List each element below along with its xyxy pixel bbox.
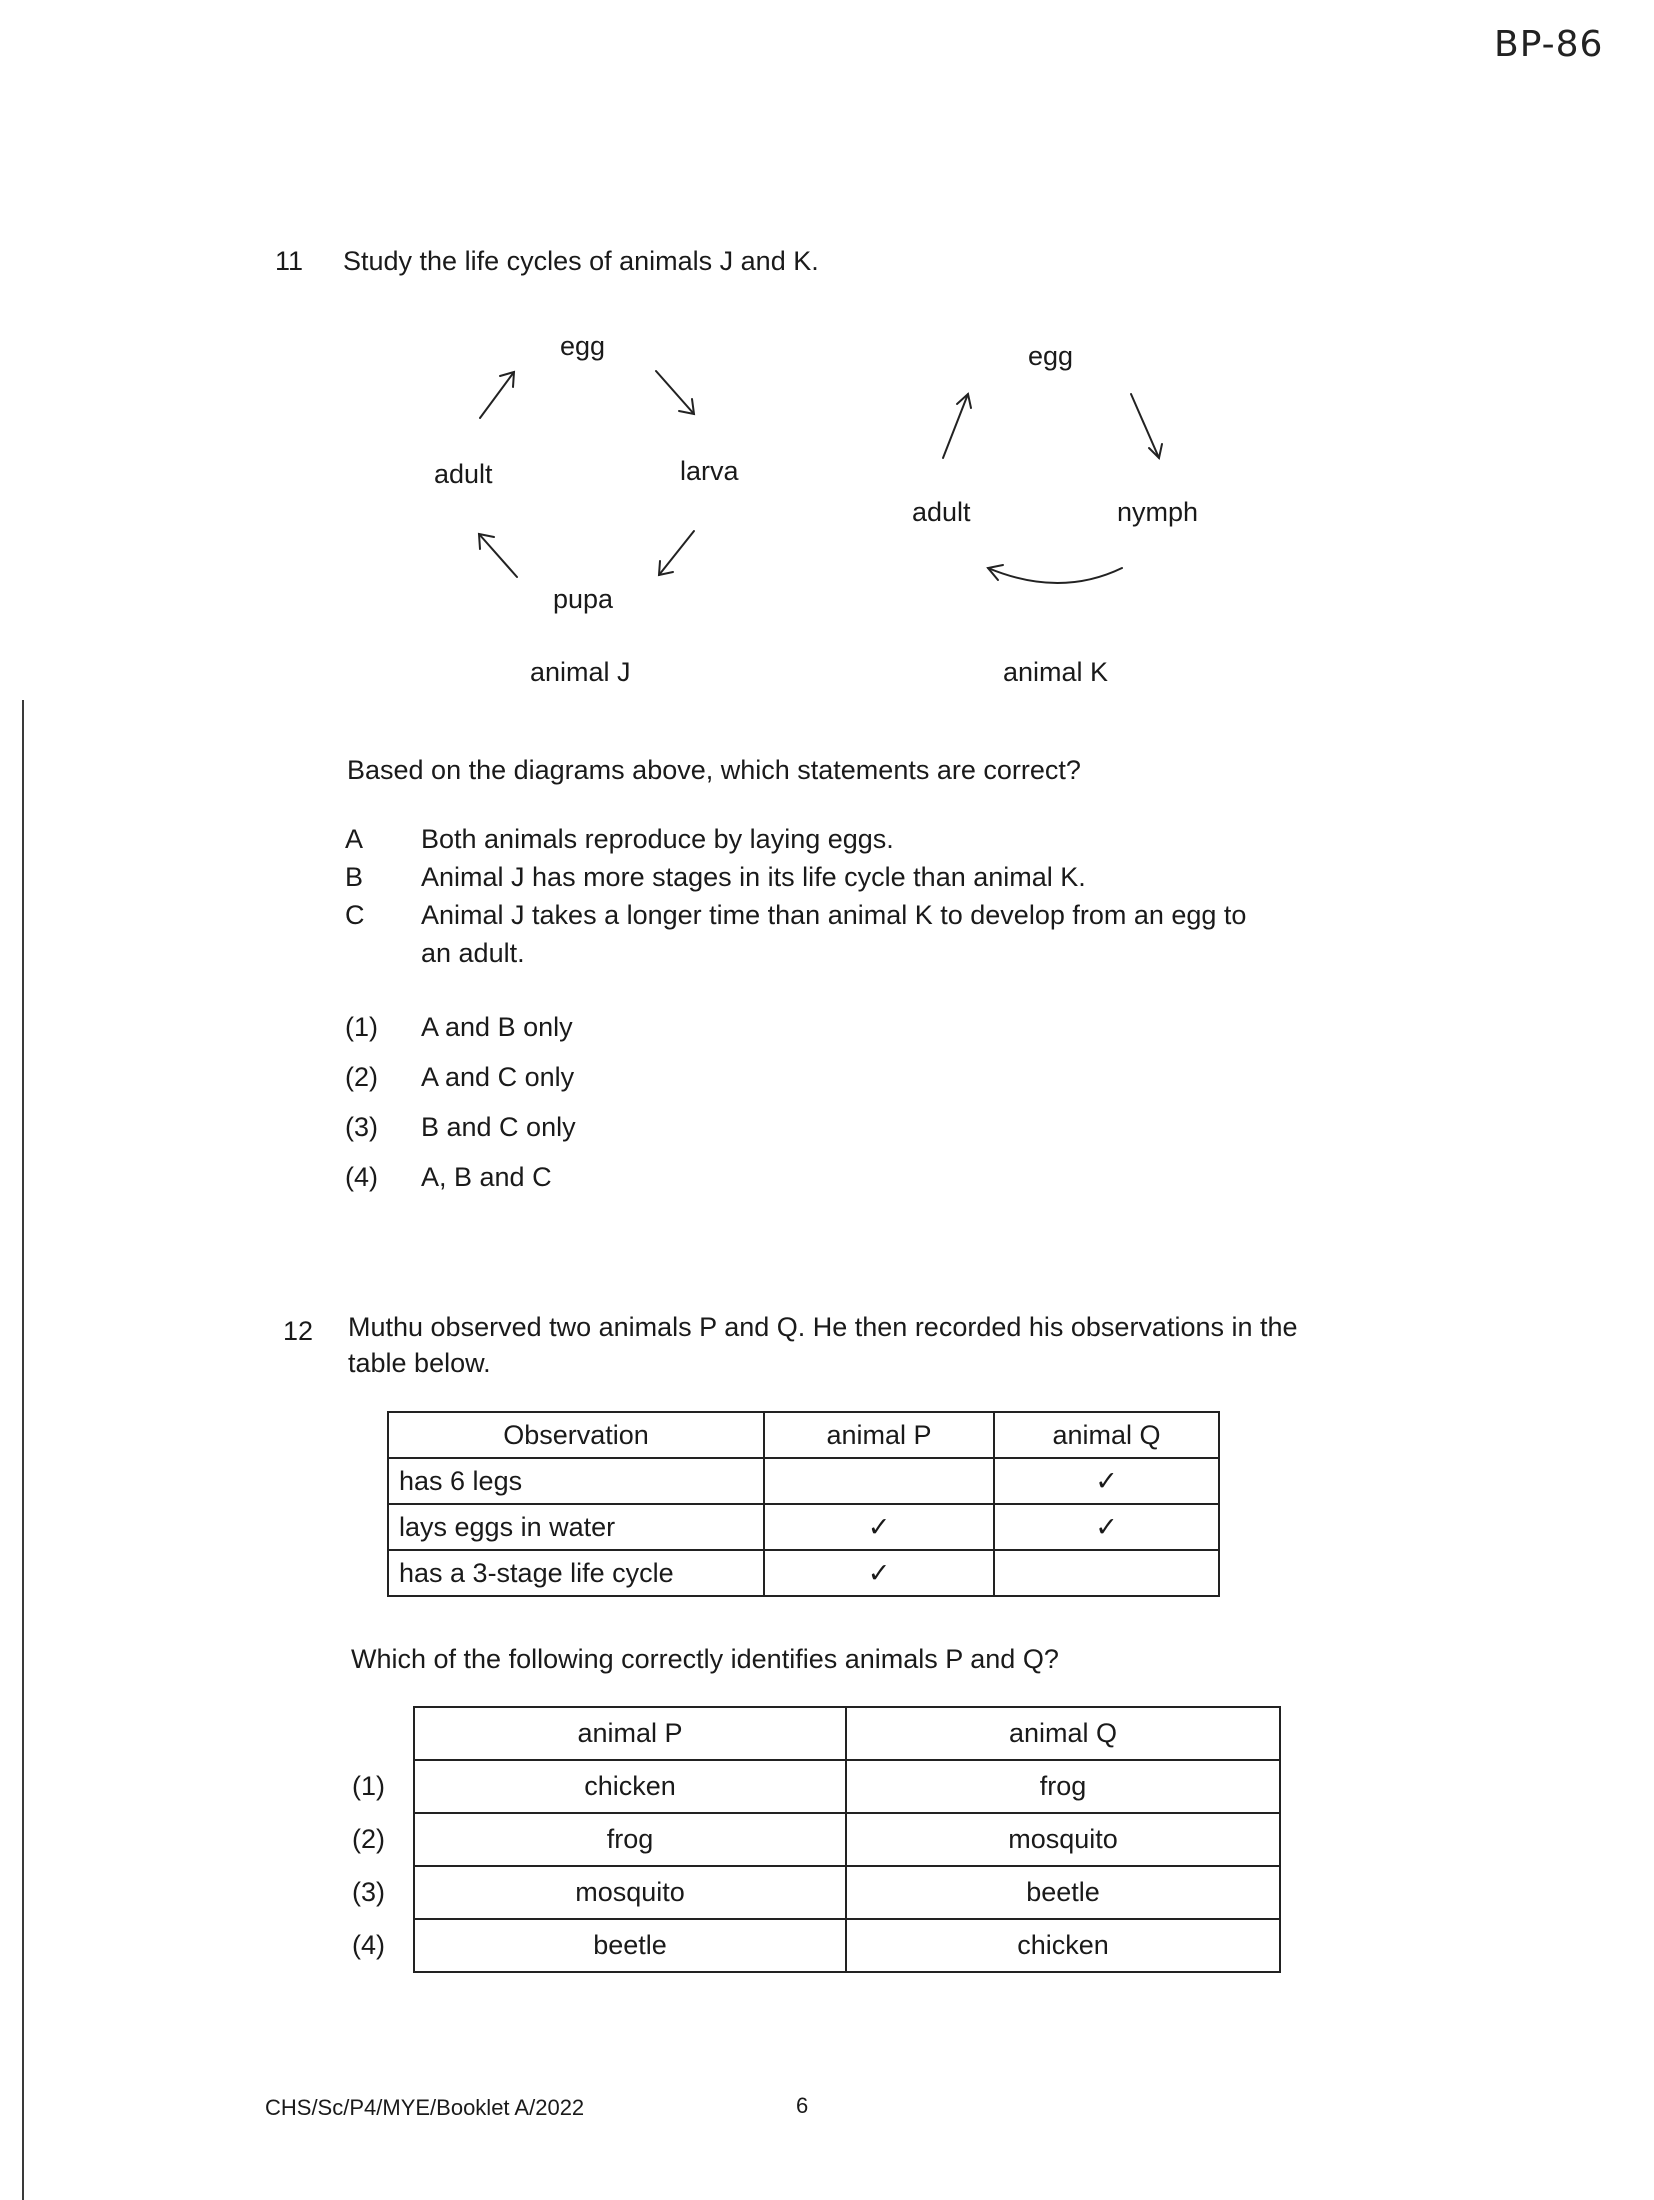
question-number: 11 xyxy=(275,246,304,276)
stage-larva: larva xyxy=(680,456,739,486)
option-text: B and C only xyxy=(421,1112,576,1142)
option-number[interactable]: (3) xyxy=(352,1877,385,1907)
animal-q-cell: mosquito xyxy=(846,1813,1280,1866)
animal-p-cell: mosquito xyxy=(414,1866,846,1919)
statement-text: Animal J takes a longer time than animal K to develop from an egg to an adult. xyxy=(421,900,1247,968)
table-row xyxy=(414,1919,1280,1972)
question-text: Based on the diagrams above, which statements are correct? xyxy=(347,755,1081,785)
question-prompt: Study the life cycles of animals J and K. xyxy=(343,246,819,276)
animal-q-cell: chicken xyxy=(846,1919,1280,1972)
question-prompt: Muthu observed two animals P and Q. He then recorded his observations in the table below. xyxy=(348,1312,1298,1378)
statement-text: Both animals reproduce by laying eggs. xyxy=(421,824,894,854)
table-row xyxy=(414,1813,1280,1866)
option-text: A and B only xyxy=(421,1012,573,1042)
animal-p-cell: beetle xyxy=(414,1919,846,1972)
check-mark-p: ✓ xyxy=(764,1504,994,1550)
table-header-row xyxy=(414,1707,1280,1760)
option-number[interactable]: (4) xyxy=(352,1930,385,1960)
column-header: animal P xyxy=(414,1707,846,1760)
answer-table xyxy=(413,1706,1281,1973)
left-margin-rule xyxy=(22,700,24,2200)
option-number: (4) xyxy=(345,1162,378,1192)
diagram-caption-j: animal J xyxy=(530,657,631,687)
arrow-nymph-to-adult-icon xyxy=(988,565,1122,583)
column-header: animal Q xyxy=(846,1707,1280,1760)
statement-letter: C xyxy=(345,900,365,930)
life-cycle-arrows xyxy=(0,0,1654,700)
table-row xyxy=(388,1550,1219,1596)
arrow-adult-to-egg-icon xyxy=(480,372,514,418)
stage-egg: egg xyxy=(1028,341,1074,371)
stage-nymph: nymph xyxy=(1117,497,1199,527)
animal-p-cell: frog xyxy=(414,1813,846,1866)
option-number: (3) xyxy=(345,1112,378,1142)
stage-egg: egg xyxy=(560,331,606,361)
footer-booklet-code: CHS/Sc/P4/MYE/Booklet A/2022 xyxy=(265,2095,585,2120)
check-mark-p: ✓ xyxy=(764,1550,994,1596)
option-number[interactable]: (2) xyxy=(352,1824,385,1854)
option-text: A and C only xyxy=(421,1062,575,1092)
statement-letter: B xyxy=(345,862,364,892)
table-row xyxy=(414,1760,1280,1813)
stage-adult: adult xyxy=(912,497,971,527)
column-header: animal Q xyxy=(994,1412,1219,1458)
arrow-egg-to-larva-icon xyxy=(656,371,694,414)
stage-pupa: pupa xyxy=(553,584,614,614)
check-mark-q: ✓ xyxy=(994,1504,1219,1550)
diagram-caption-k: animal K xyxy=(1003,657,1109,687)
table-row xyxy=(414,1866,1280,1919)
check-mark-p xyxy=(764,1458,994,1504)
arrow-egg-to-nymph-icon xyxy=(1131,394,1162,458)
page-code: BP-86 xyxy=(1494,24,1604,65)
observation-label: lays eggs in water xyxy=(388,1504,764,1550)
statement-letter: A xyxy=(345,824,364,854)
observation-label: has a 3-stage life cycle xyxy=(388,1550,764,1596)
option-text: A, B and C xyxy=(421,1162,552,1192)
arrow-pupa-to-adult-icon xyxy=(479,534,517,577)
question-text: Which of the following correctly identifies animals P and Q? xyxy=(351,1644,1059,1674)
animal-p-cell: chicken xyxy=(414,1760,846,1813)
column-header: Observation xyxy=(388,1412,764,1458)
arrow-adult-to-egg-icon xyxy=(943,394,971,458)
column-header: animal P xyxy=(764,1412,994,1458)
animal-q-cell: frog xyxy=(846,1760,1280,1813)
table-row xyxy=(388,1504,1219,1550)
option-number[interactable]: (1) xyxy=(352,1771,385,1801)
check-mark-q xyxy=(994,1550,1219,1596)
stage-adult: adult xyxy=(434,459,493,489)
observation-label: has 6 legs xyxy=(388,1458,764,1504)
option-number: (2) xyxy=(345,1062,378,1092)
table-header-row xyxy=(388,1412,1219,1458)
observation-table xyxy=(387,1411,1220,1597)
footer-page-number: 6 xyxy=(796,2093,809,2118)
animal-q-cell: beetle xyxy=(846,1866,1280,1919)
check-mark-q: ✓ xyxy=(994,1458,1219,1504)
arrow-larva-to-pupa-icon xyxy=(659,531,694,575)
option-number: (1) xyxy=(345,1012,378,1042)
statement-text: Animal J has more stages in its life cycle than animal K. xyxy=(421,862,1086,892)
question-number: 12 xyxy=(283,1316,314,1346)
table-row xyxy=(388,1458,1219,1504)
